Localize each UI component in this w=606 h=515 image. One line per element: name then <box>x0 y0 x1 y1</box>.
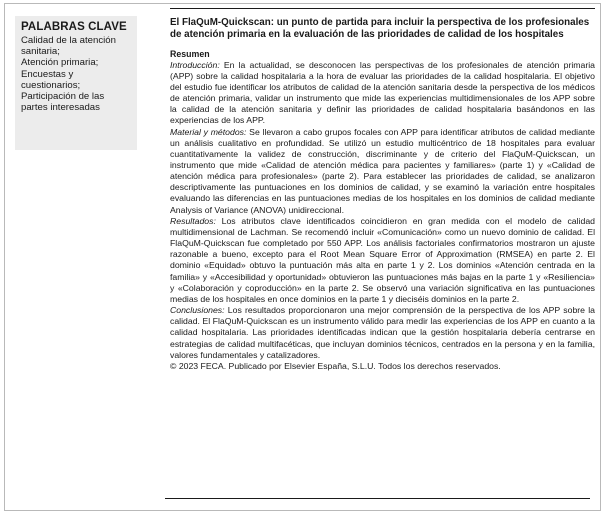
keyword-item: Calidad de la atención sanitaria; <box>21 35 116 58</box>
section-lead: Resultados: <box>170 215 216 226</box>
section-text: Los atributos clave identificados coincidieron en gran medida con el modelo de calidad multidimensional de Lachman. Se recomendó incluir «Comunicación» como un nuevo dominio de calidad. El FlaQuM-Quickscan fue completado por 550 APP. Los análisis factoriales confirmatorios mostraron un ajuste razonable a bueno, excepto para el Root Mean Square Error of Approximation (RMSEA) en parte 2. El dominio «Equidad» obtuvo la puntuación más alta en parte 1 y 2. Los dominios «Atención centrada en la familia» y «Accesibilidad y oportunidad» obtuvieron las puntuaciones más bajas en la parte 1 y «Resiliencia» y «Colaboración y coproducción» en la parte 2. Se observó una variación significativa en las puntuaciones medias de los hospitales en once dominios en la parte 1 y dieciséis dominios en la parte 2. <box>170 215 595 304</box>
section-conclusiones <box>170 305 595 361</box>
section-text: En la actualidad, se desconocen las perspectivas de los profesionales de atención primaria (APP) sobre la calidad hospitalaria a la hora de evaluar las prioridades de la calidad hospitalaria. El objetivo del estudio fue identificar los atributos de calidad de la atención sanitaria desde la perspectiva de los médicos de atención primaria, validar un instrumento que mide las experiencias multidimensionales de los APP sobre la calidad de la atención sanitaria y definir las prioridades de calidad hospitalaria basándonos en las experiencias de los APP. <box>170 59 595 126</box>
top-rule <box>170 8 595 9</box>
section-lead: Conclusiones: <box>170 305 225 316</box>
abstract-column <box>170 8 595 372</box>
section-text: Se llevaron a cabo grupos focales con APP para identificar atributos de calidad mediante un análisis cualitativo en profundidad. Se utilizó un estudio multicéntrico de 18 hospitales para evaluar cuantitativamente la validez de construcción, discriminante y de criterio del FlaQuM-Quickscan, un instrumento que mide «Calidad de atención médica para pacientes y familiares» (parte 1) y «Calidad de atención médica para profesionales» (parte 2). Para establecer las prioridades de calidad, se analizaron descriptivamente las puntuaciones en los dominios de calidad, y se examinó la variación entre hospitales evaluando las diferencias en las puntuaciones medias de los hospitales en los dominios de calidad mediante Analysis of Variance (ANOVA) unidireccional. <box>170 126 595 215</box>
keyword-item: Participación de las partes interesadas <box>21 91 105 114</box>
article-title: El FlaQuM-Quickscan: un punto de partida para incluir la perspectiva de los profesionales de atención primaria en la evaluación de las prioridades de calidad de los hospitales <box>170 17 590 40</box>
resumen-label: Resumen <box>170 48 210 59</box>
keywords-heading: PALABRAS CLAVE <box>21 21 127 33</box>
section-lead: Material y métodos: <box>170 126 247 137</box>
section-resultados <box>170 216 595 305</box>
keyword-item: Atención primaria; <box>21 57 99 69</box>
bottom-rule <box>165 498 590 499</box>
keywords-list <box>21 35 133 113</box>
section-introduccion <box>170 60 595 127</box>
section-material-metodos <box>170 127 595 216</box>
keywords-box <box>15 16 137 150</box>
abstract-frame <box>4 3 601 511</box>
keyword-item: Encuestas y cuestionarios; <box>21 68 81 91</box>
copyright-line: © 2023 FECA. Publicado por Elsevier España, S.L.U. Todos los derechos reservados. <box>170 360 501 371</box>
section-lead: Introducción: <box>170 59 220 70</box>
section-text: Los resultados proporcionaron una mejor comprensión de la perspectiva de los APP sobre la calidad. El FlaQuM-Quickscan es un instrumento válido para medir las experiencias de los APP en cuanto a la calidad hospitalaria. Las prioridades identificadas indican que la gestión hospitalaria debería centrarse en estrategias de calidad multifacéticas, que incluyan dominios técnicos, centrados en la persona y en la familia, valores fundamentales y catalizadores. <box>170 305 595 360</box>
